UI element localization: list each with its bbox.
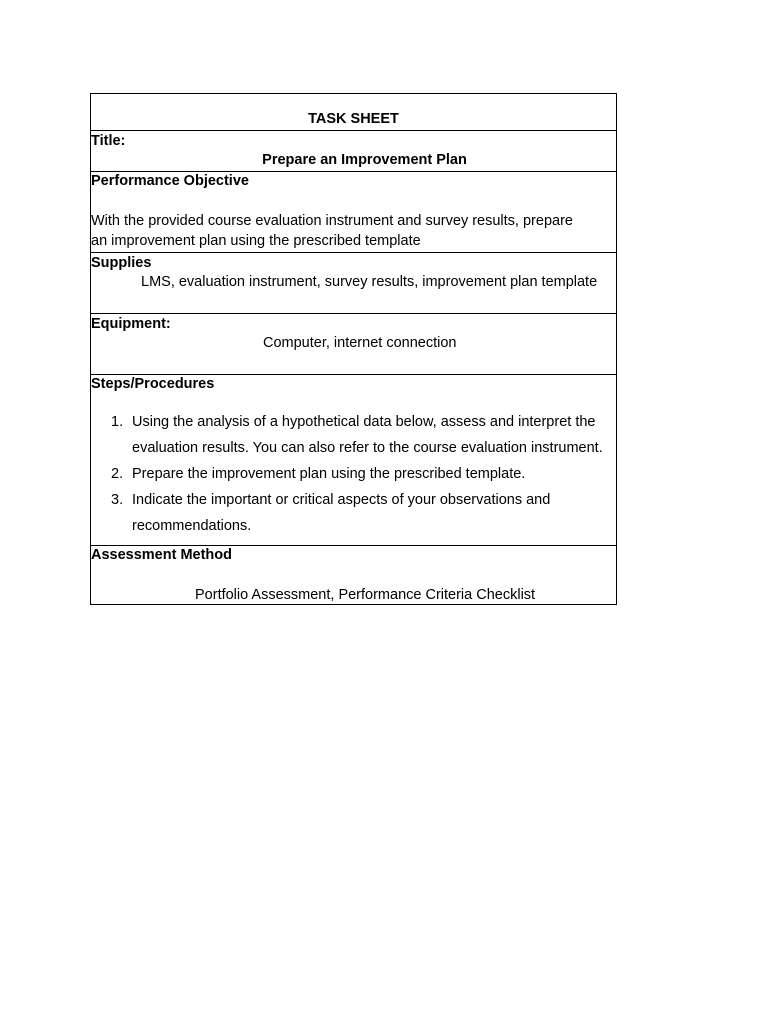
step-text: Using the analysis of a hypothetical data below, assess and interpret the evaluation results. You can also refer to the course evaluation instrument.	[132, 414, 603, 456]
task-sheet-heading: TASK SHEET	[308, 111, 399, 127]
list-item	[111, 487, 611, 539]
list-item	[111, 461, 611, 487]
list-item	[111, 409, 611, 461]
steps-procedures-label: Steps/Procedures	[91, 376, 215, 392]
equipment-text: Computer, internet connection	[263, 335, 457, 351]
task-title: Prepare an Improvement Plan	[262, 152, 467, 168]
title-label: Title:	[91, 133, 126, 149]
supplies-text: LMS, evaluation instrument, survey results, improvement plan template	[141, 274, 598, 290]
equipment-label: Equipment:	[91, 316, 171, 332]
steps-list	[111, 409, 611, 539]
assessment-method-text: Portfolio Assessment, Performance Criteria Checklist	[195, 587, 536, 603]
performance-objective-label: Performance Objective	[91, 173, 249, 189]
step-text: Indicate the important or critical aspects of your observations and recommendations.	[132, 492, 551, 534]
assessment-method-row	[91, 545, 616, 604]
task-sheet-table	[90, 93, 617, 605]
assessment-method-label: Assessment Method	[91, 547, 233, 563]
step-number: 3.	[111, 492, 124, 508]
supplies-label: Supplies	[91, 255, 152, 271]
performance-objective-row	[91, 171, 616, 252]
step-number: 2.	[111, 466, 124, 482]
supplies-row	[91, 252, 616, 313]
performance-objective-text: With the provided course evaluation instrument and survey results, prepare an improvement plan using the prescribed template	[91, 213, 573, 249]
equipment-row	[91, 313, 616, 374]
steps-procedures-row	[91, 374, 616, 545]
title-row	[91, 130, 616, 171]
step-number: 1.	[111, 414, 124, 430]
step-text: Prepare the improvement plan using the prescribed template.	[132, 466, 526, 482]
